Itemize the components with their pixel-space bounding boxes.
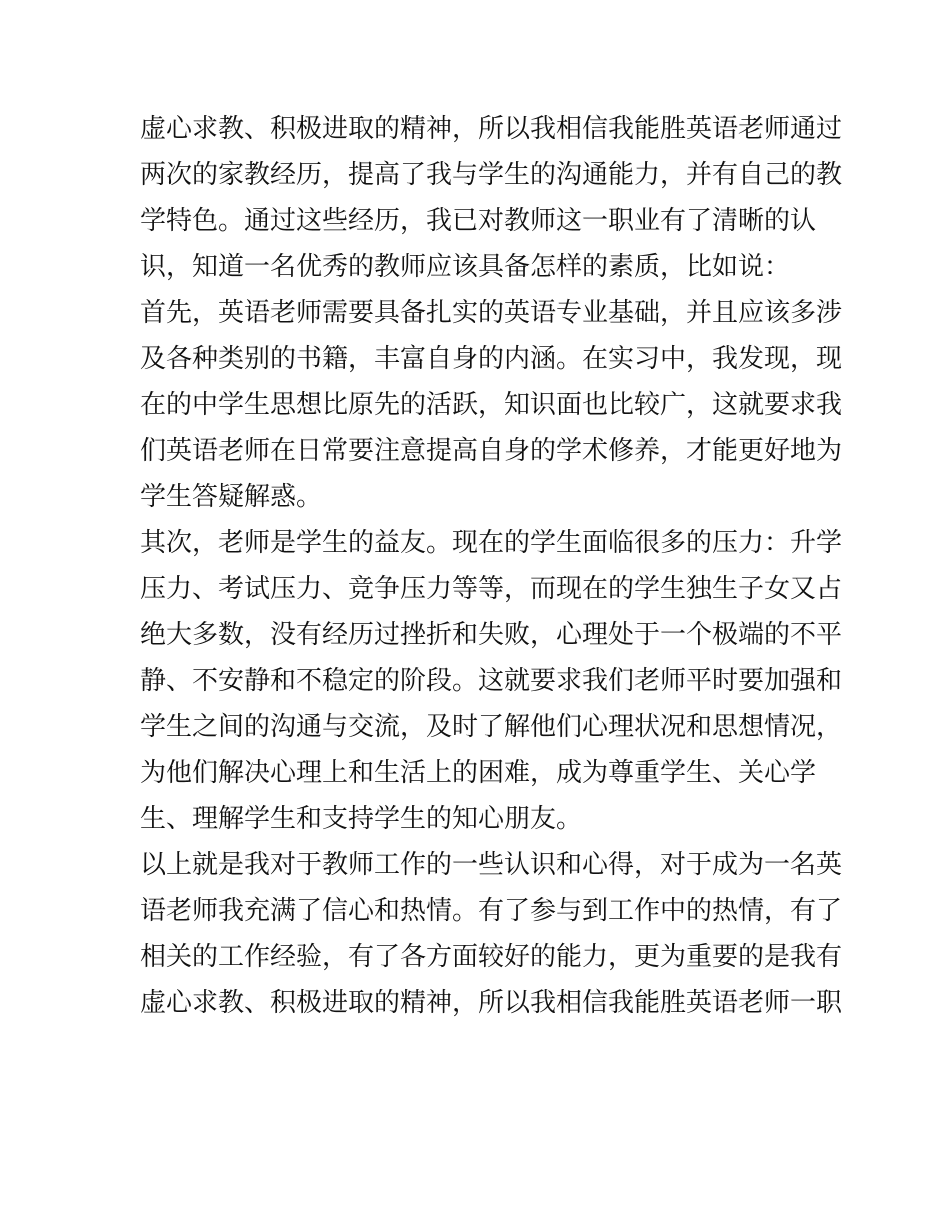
- text-line: 绝大多数，没有经历过挫折和失败，心理处于一个极端的不平: [140, 620, 843, 650]
- text-line: 以上就是我对于教师工作的一些认识和心得，对于成为一名英: [140, 850, 843, 880]
- document-body: [140, 106, 843, 1026]
- text-line: 在的中学生思想比原先的活跃，知识面也比较广，这就要求我: [140, 390, 843, 420]
- text-line: 及各种类别的书籍，丰富自身的内涵。在实习中，我发现，现: [140, 344, 843, 374]
- text-line: 识，知道一名优秀的教师应该具备怎样的素质，比如说：: [140, 252, 791, 282]
- text-line: 语老师我充满了信心和热情。有了参与到工作中的热情，有了: [140, 896, 843, 926]
- text-line: 压力、考试压力、竞争压力等等，而现在的学生独生子女又占: [140, 574, 843, 604]
- text-line: 为他们解决心理上和生活上的困难，成为尊重学生、关心学: [140, 758, 817, 788]
- text-line: 们英语老师在日常要注意提高自身的学术修养，才能更好地为: [140, 436, 843, 466]
- text-line: 虚心求教、积极进取的精神，所以我相信我能胜英语老师通过: [140, 114, 843, 144]
- text-line: 学生之间的沟通与交流，及时了解他们心理状况和思想情况，: [140, 712, 843, 742]
- text-line: 相关的工作经验，有了各方面较好的能力，更为重要的是我有: [140, 942, 843, 972]
- text-line: 虚心求教、积极进取的精神，所以我相信我能胜英语老师一职: [140, 988, 843, 1018]
- text-line: 首先，英语老师需要具备扎实的英语专业基础，并且应该多涉: [140, 298, 843, 328]
- text-line: 学特色。通过这些经历，我已对教师这一职业有了清晰的认: [140, 206, 817, 236]
- text-line: 两次的家教经历，提高了我与学生的沟通能力，并有自己的教: [140, 160, 843, 190]
- text-line: 其次，老师是学生的益友。现在的学生面临很多的压力：升学: [140, 528, 843, 558]
- text-line: 生、理解学生和支持学生的知心朋友。: [140, 804, 583, 834]
- text-line: 静、不安静和不稳定的阶段。这就要求我们老师平时要加强和: [140, 666, 843, 696]
- text-line: 学生答疑解惑。: [140, 482, 323, 512]
